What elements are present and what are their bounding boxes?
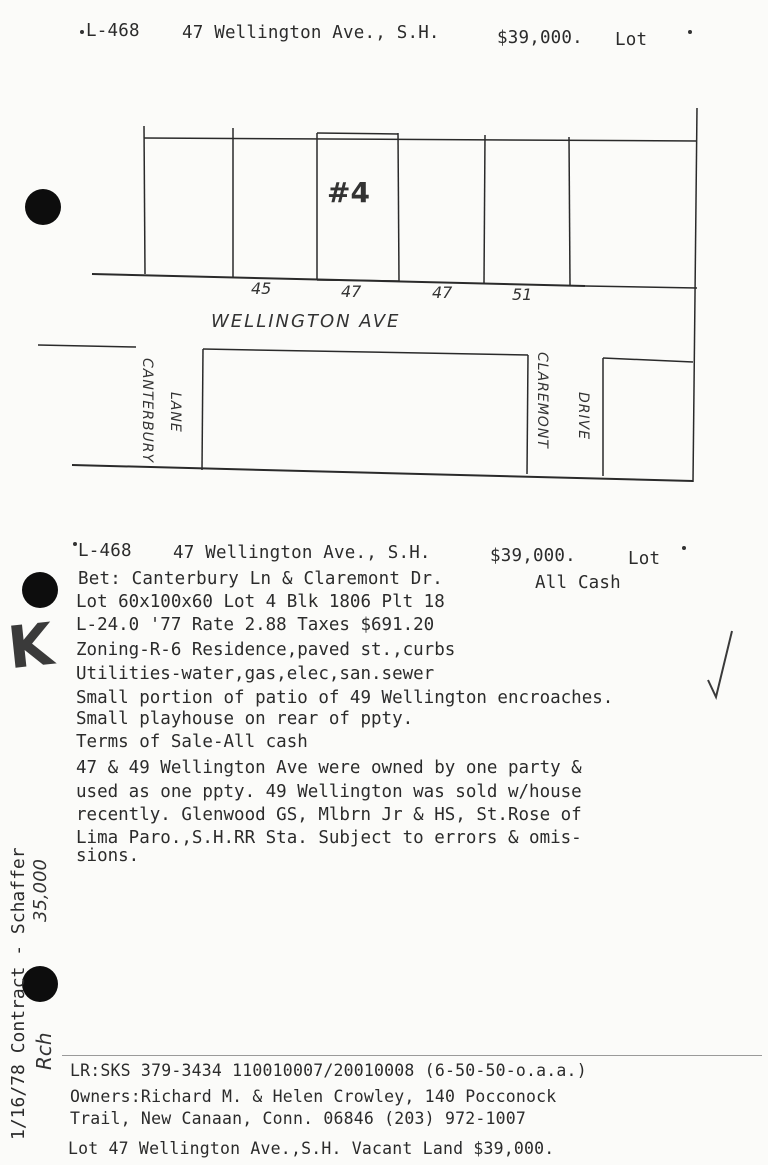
card-line-taxes: L-24.0 '77 Rate 2.88 Taxes $691.20 <box>76 615 435 635</box>
card-line-utilities: Utilities-water,gas,elec,san.sewer <box>76 664 435 684</box>
card-listing-type: Lot <box>628 549 661 569</box>
side-contract-note: 1/16/78 Contract - Schaffer <box>8 847 29 1140</box>
plat-street-wellington: WELLINGTON AVE <box>211 311 401 332</box>
plat-map <box>0 0 768 500</box>
plat-lot-number: 51 <box>512 285 533 304</box>
plat-lot-number: 45 <box>251 279 272 298</box>
card-between-streets: Bet: Canterbury Ln & Claremont Dr. <box>78 569 444 589</box>
card-line-remarks: 47 & 49 Wellington Ave were owned by one party & <box>76 758 582 778</box>
card-listing-address: 47 Wellington Ave., S.H. <box>173 543 431 563</box>
card-line-remarks: sions. <box>76 846 140 866</box>
side-amount: 35,000 <box>30 859 51 922</box>
top-listing-address: 47 Wellington Ave., S.H. <box>182 23 440 43</box>
card-line-remarks: recently. Glenwood GS, Mlbrn Jr & HS, St.Rose of <box>76 805 582 825</box>
plat-street-drive: DRIVE <box>575 392 591 441</box>
bullet-dot <box>682 546 686 550</box>
plat-lot-label: #4 <box>327 176 370 209</box>
plat-street-claremont: CLAREMONT <box>534 352 550 449</box>
top-listing-price: $39,000. <box>497 28 583 48</box>
card-line-zoning: Zoning-R-6 Residence,paved st.,curbs <box>76 640 456 660</box>
footer-summary: Lot 47 Wellington Ave.,S.H. Vacant Land $39,000. <box>68 1139 555 1158</box>
card-line-remarks: used as one ppty. 49 Wellington was sold w/house <box>76 782 582 802</box>
footer-divider <box>62 1055 762 1056</box>
binder-hole-middle <box>22 572 58 608</box>
plat-street-canterbury: CANTERBURY <box>139 358 155 464</box>
top-listing-type: Lot <box>615 30 648 50</box>
plat-lot-number: 47 <box>341 282 362 301</box>
card-listing-id: L-468 <box>78 541 132 561</box>
plat-lot-number: 47 <box>432 283 453 302</box>
card-listing-price: $39,000. <box>490 546 576 566</box>
top-listing-id: L-468 <box>86 21 140 41</box>
footer-owners-line2: Trail, New Canaan, Conn. 06846 (203) 972-1007 <box>70 1109 527 1128</box>
bullet-dot <box>73 542 77 546</box>
card-line-encroachment: Small portion of patio of 49 Wellington encroaches. <box>76 688 614 708</box>
card-terms-short: All Cash <box>535 573 621 593</box>
footer-listing-reference: LR:SKS 379-3434 110010007/20010008 (6-50-50-o.a.a.) <box>70 1061 587 1080</box>
footer-owners-line1: Owners:Richard M. & Helen Crowley, 140 Pocconock <box>70 1087 557 1106</box>
card-line-terms: Terms of Sale-All cash <box>76 732 308 752</box>
card-line-playhouse: Small playhouse on rear of ppty. <box>76 709 414 729</box>
plat-street-lane: LANE <box>167 392 183 433</box>
letter-mark: K <box>4 609 57 683</box>
card-line-lot: Lot 60x100x60 Lot 4 Blk 1806 Plt 18 <box>76 592 445 612</box>
check-mark <box>700 625 750 705</box>
side-initials: Rch <box>32 1032 56 1070</box>
card-line-remarks: Lima Paro.,S.H.RR Sta. Subject to errors & omis- <box>76 828 582 848</box>
